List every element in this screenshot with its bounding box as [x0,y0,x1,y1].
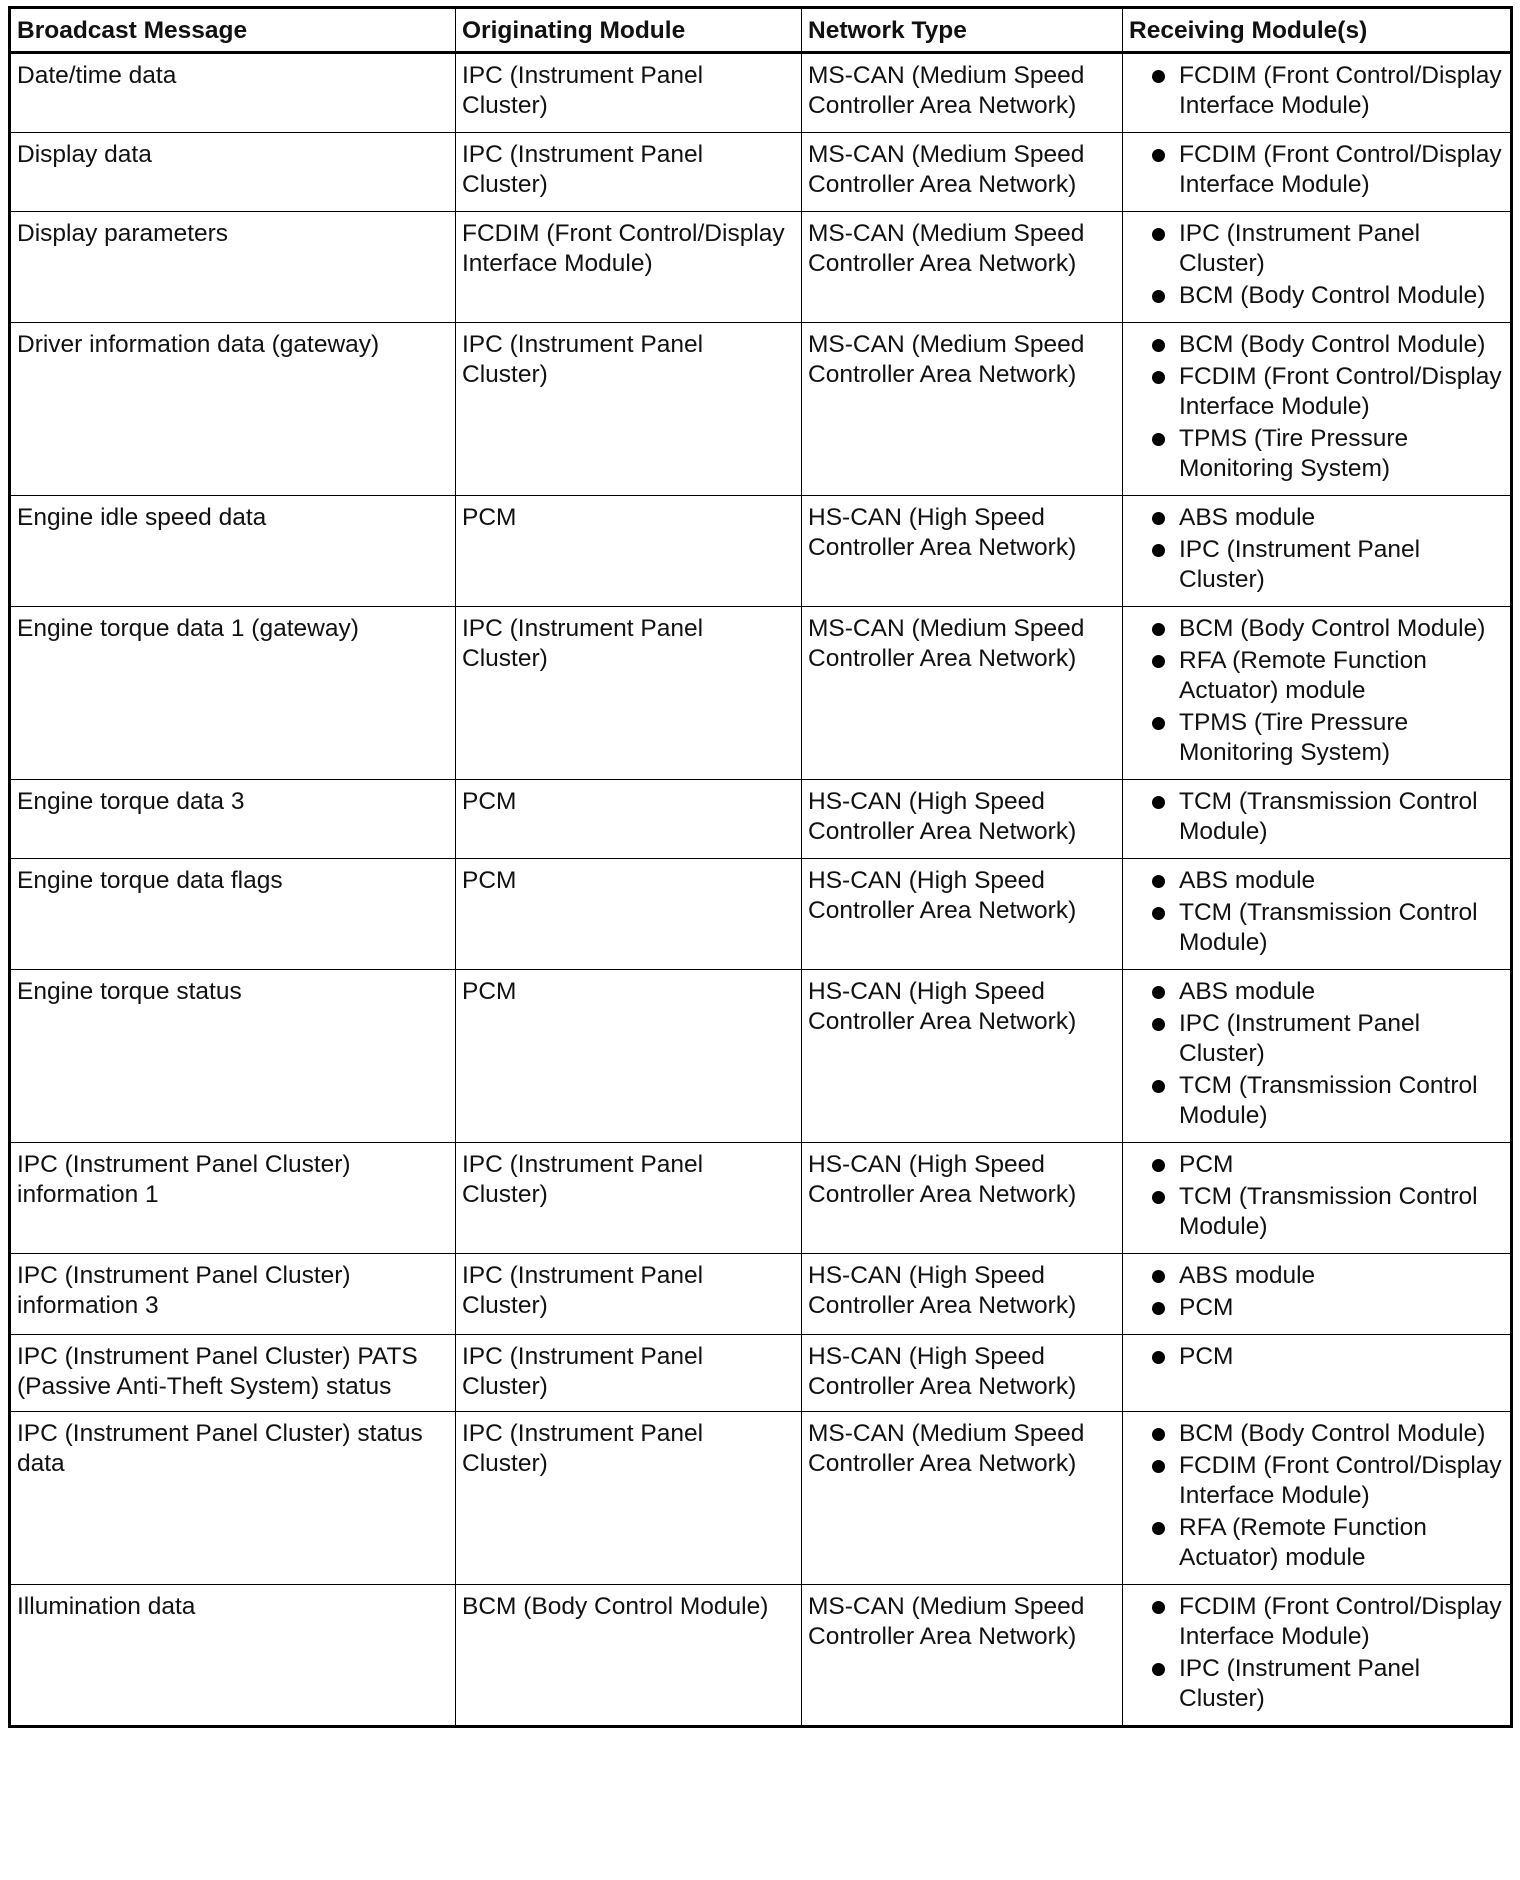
broadcast-message-cell: Date/time data [10,53,456,133]
broadcast-message-cell: IPC (Instrument Panel Cluster) PATS (Passive Anti-Theft System) status [10,1335,456,1412]
table-row [10,496,1512,607]
receiver-list-item: ABS module [1129,503,1504,533]
originating-module-cell: FCDIM (Front Control/Display Interface Module) [456,212,802,323]
table-row [10,1585,1512,1727]
originating-module-cell: IPC (Instrument Panel Cluster) [456,323,802,496]
originating-module-cell: BCM (Body Control Module) [456,1585,802,1727]
receiving-modules-cell [1123,323,1512,496]
receiver-list-item: IPC (Instrument Panel Cluster) [1129,1654,1504,1714]
table-row [10,970,1512,1143]
receiver-list-item: FCDIM (Front Control/Display Interface Module) [1129,1451,1504,1511]
receiver-list-item: FCDIM (Front Control/Display Interface Module) [1129,61,1504,121]
network-type-cell: HS-CAN (High Speed Controller Area Network) [802,1143,1123,1254]
table-row [10,859,1512,970]
originating-module-cell: IPC (Instrument Panel Cluster) [456,1412,802,1585]
network-type-cell: MS-CAN (Medium Speed Controller Area Network) [802,53,1123,133]
receiver-list-item: TCM (Transmission Control Module) [1129,898,1504,958]
table-row [10,212,1512,323]
receiving-modules-cell [1123,780,1512,859]
receiver-list [1129,866,1504,958]
originating-module-cell: PCM [456,970,802,1143]
receiver-list-item: RFA (Remote Function Actuator) module [1129,1513,1504,1573]
broadcast-message-cell: Engine torque status [10,970,456,1143]
receiver-list-item: PCM [1129,1150,1504,1180]
receiver-list-item: ABS module [1129,1261,1504,1291]
originating-module-cell: IPC (Instrument Panel Cluster) [456,133,802,212]
receiver-list-item: BCM (Body Control Module) [1129,281,1504,311]
table-row [10,1335,1512,1412]
receiver-list-item: ABS module [1129,977,1504,1007]
broadcast-message-cell: Engine torque data 3 [10,780,456,859]
broadcast-message-cell: Illumination data [10,1585,456,1727]
broadcast-message-cell: Display parameters [10,212,456,323]
network-type-cell: MS-CAN (Medium Speed Controller Area Network) [802,1412,1123,1585]
network-type-cell: HS-CAN (High Speed Controller Area Network) [802,970,1123,1143]
receiving-modules-cell [1123,133,1512,212]
receiver-list [1129,330,1504,484]
receiver-list [1129,1342,1504,1372]
network-type-cell: MS-CAN (Medium Speed Controller Area Network) [802,323,1123,496]
receiver-list-item: TPMS (Tire Pressure Monitoring System) [1129,424,1504,484]
receiver-list [1129,61,1504,121]
receiver-list [1129,140,1504,200]
broadcast-message-cell: Engine torque data flags [10,859,456,970]
broadcast-message-cell: Display data [10,133,456,212]
network-type-cell: HS-CAN (High Speed Controller Area Network) [802,859,1123,970]
originating-module-cell: PCM [456,780,802,859]
receiver-list-item: BCM (Body Control Module) [1129,614,1504,644]
originating-module-cell: IPC (Instrument Panel Cluster) [456,53,802,133]
receiving-modules-cell [1123,496,1512,607]
network-type-cell: MS-CAN (Medium Speed Controller Area Network) [802,1585,1123,1727]
receiving-modules-cell [1123,1143,1512,1254]
table-row [10,607,1512,780]
originating-module-cell: IPC (Instrument Panel Cluster) [456,1143,802,1254]
receiver-list-item: IPC (Instrument Panel Cluster) [1129,219,1504,279]
table-row [10,1143,1512,1254]
network-type-cell: MS-CAN (Medium Speed Controller Area Network) [802,607,1123,780]
receiver-list-item: ABS module [1129,866,1504,896]
originating-module-cell: PCM [456,496,802,607]
header-broadcast-message: Broadcast Message [10,8,456,53]
receiver-list-item: FCDIM (Front Control/Display Interface Module) [1129,1592,1504,1652]
header-network-type: Network Type [802,8,1123,53]
receiver-list-item: TCM (Transmission Control Module) [1129,1182,1504,1242]
network-type-cell: HS-CAN (High Speed Controller Area Network) [802,780,1123,859]
receiver-list [1129,787,1504,847]
receiver-list-item: IPC (Instrument Panel Cluster) [1129,1009,1504,1069]
receiver-list-item: PCM [1129,1293,1504,1323]
table-row [10,323,1512,496]
originating-module-cell: PCM [456,859,802,970]
table-row [10,780,1512,859]
receiver-list-item: TPMS (Tire Pressure Monitoring System) [1129,708,1504,768]
broadcast-message-cell: Driver information data (gateway) [10,323,456,496]
receiver-list-item: IPC (Instrument Panel Cluster) [1129,535,1504,595]
table-row [10,1254,1512,1335]
network-type-cell: HS-CAN (High Speed Controller Area Network) [802,1254,1123,1335]
originating-module-cell: IPC (Instrument Panel Cluster) [456,607,802,780]
receiver-list [1129,219,1504,311]
network-type-cell: MS-CAN (Medium Speed Controller Area Network) [802,133,1123,212]
receiver-list-item: TCM (Transmission Control Module) [1129,787,1504,847]
broadcast-message-cell: IPC (Instrument Panel Cluster) information 1 [10,1143,456,1254]
table-row [10,1412,1512,1585]
receiver-list [1129,1419,1504,1573]
header-receiving-modules: Receiving Module(s) [1123,8,1512,53]
broadcast-message-cell: Engine idle speed data [10,496,456,607]
receiving-modules-cell [1123,1254,1512,1335]
receiving-modules-cell [1123,1412,1512,1585]
table-row [10,133,1512,212]
receiver-list-item: FCDIM (Front Control/Display Interface Module) [1129,362,1504,422]
receiver-list [1129,1261,1504,1323]
table-row [10,53,1512,133]
broadcast-message-cell: Engine torque data 1 (gateway) [10,607,456,780]
receiver-list-item: TCM (Transmission Control Module) [1129,1071,1504,1131]
originating-module-cell: IPC (Instrument Panel Cluster) [456,1335,802,1412]
broadcast-message-cell: IPC (Instrument Panel Cluster) status data [10,1412,456,1585]
broadcast-message-cell: IPC (Instrument Panel Cluster) information 3 [10,1254,456,1335]
header-originating-module: Originating Module [456,8,802,53]
network-type-cell: HS-CAN (High Speed Controller Area Network) [802,1335,1123,1412]
receiver-list-item: FCDIM (Front Control/Display Interface Module) [1129,140,1504,200]
broadcast-message-table [8,6,1513,1728]
receiver-list [1129,503,1504,595]
originating-module-cell: IPC (Instrument Panel Cluster) [456,1254,802,1335]
receiving-modules-cell [1123,970,1512,1143]
receiving-modules-cell [1123,212,1512,323]
receiver-list [1129,1150,1504,1242]
network-type-cell: MS-CAN (Medium Speed Controller Area Network) [802,212,1123,323]
receiver-list [1129,1592,1504,1714]
receiver-list [1129,977,1504,1131]
receiving-modules-cell [1123,53,1512,133]
receiver-list-item: BCM (Body Control Module) [1129,1419,1504,1449]
receiving-modules-cell [1123,1585,1512,1727]
network-type-cell: HS-CAN (High Speed Controller Area Network) [802,496,1123,607]
receiving-modules-cell [1123,859,1512,970]
receiving-modules-cell [1123,1335,1512,1412]
receiver-list [1129,614,1504,768]
receiving-modules-cell [1123,607,1512,780]
receiver-list-item: RFA (Remote Function Actuator) module [1129,646,1504,706]
receiver-list-item: PCM [1129,1342,1504,1372]
header-row [10,8,1512,53]
receiver-list-item: BCM (Body Control Module) [1129,330,1504,360]
